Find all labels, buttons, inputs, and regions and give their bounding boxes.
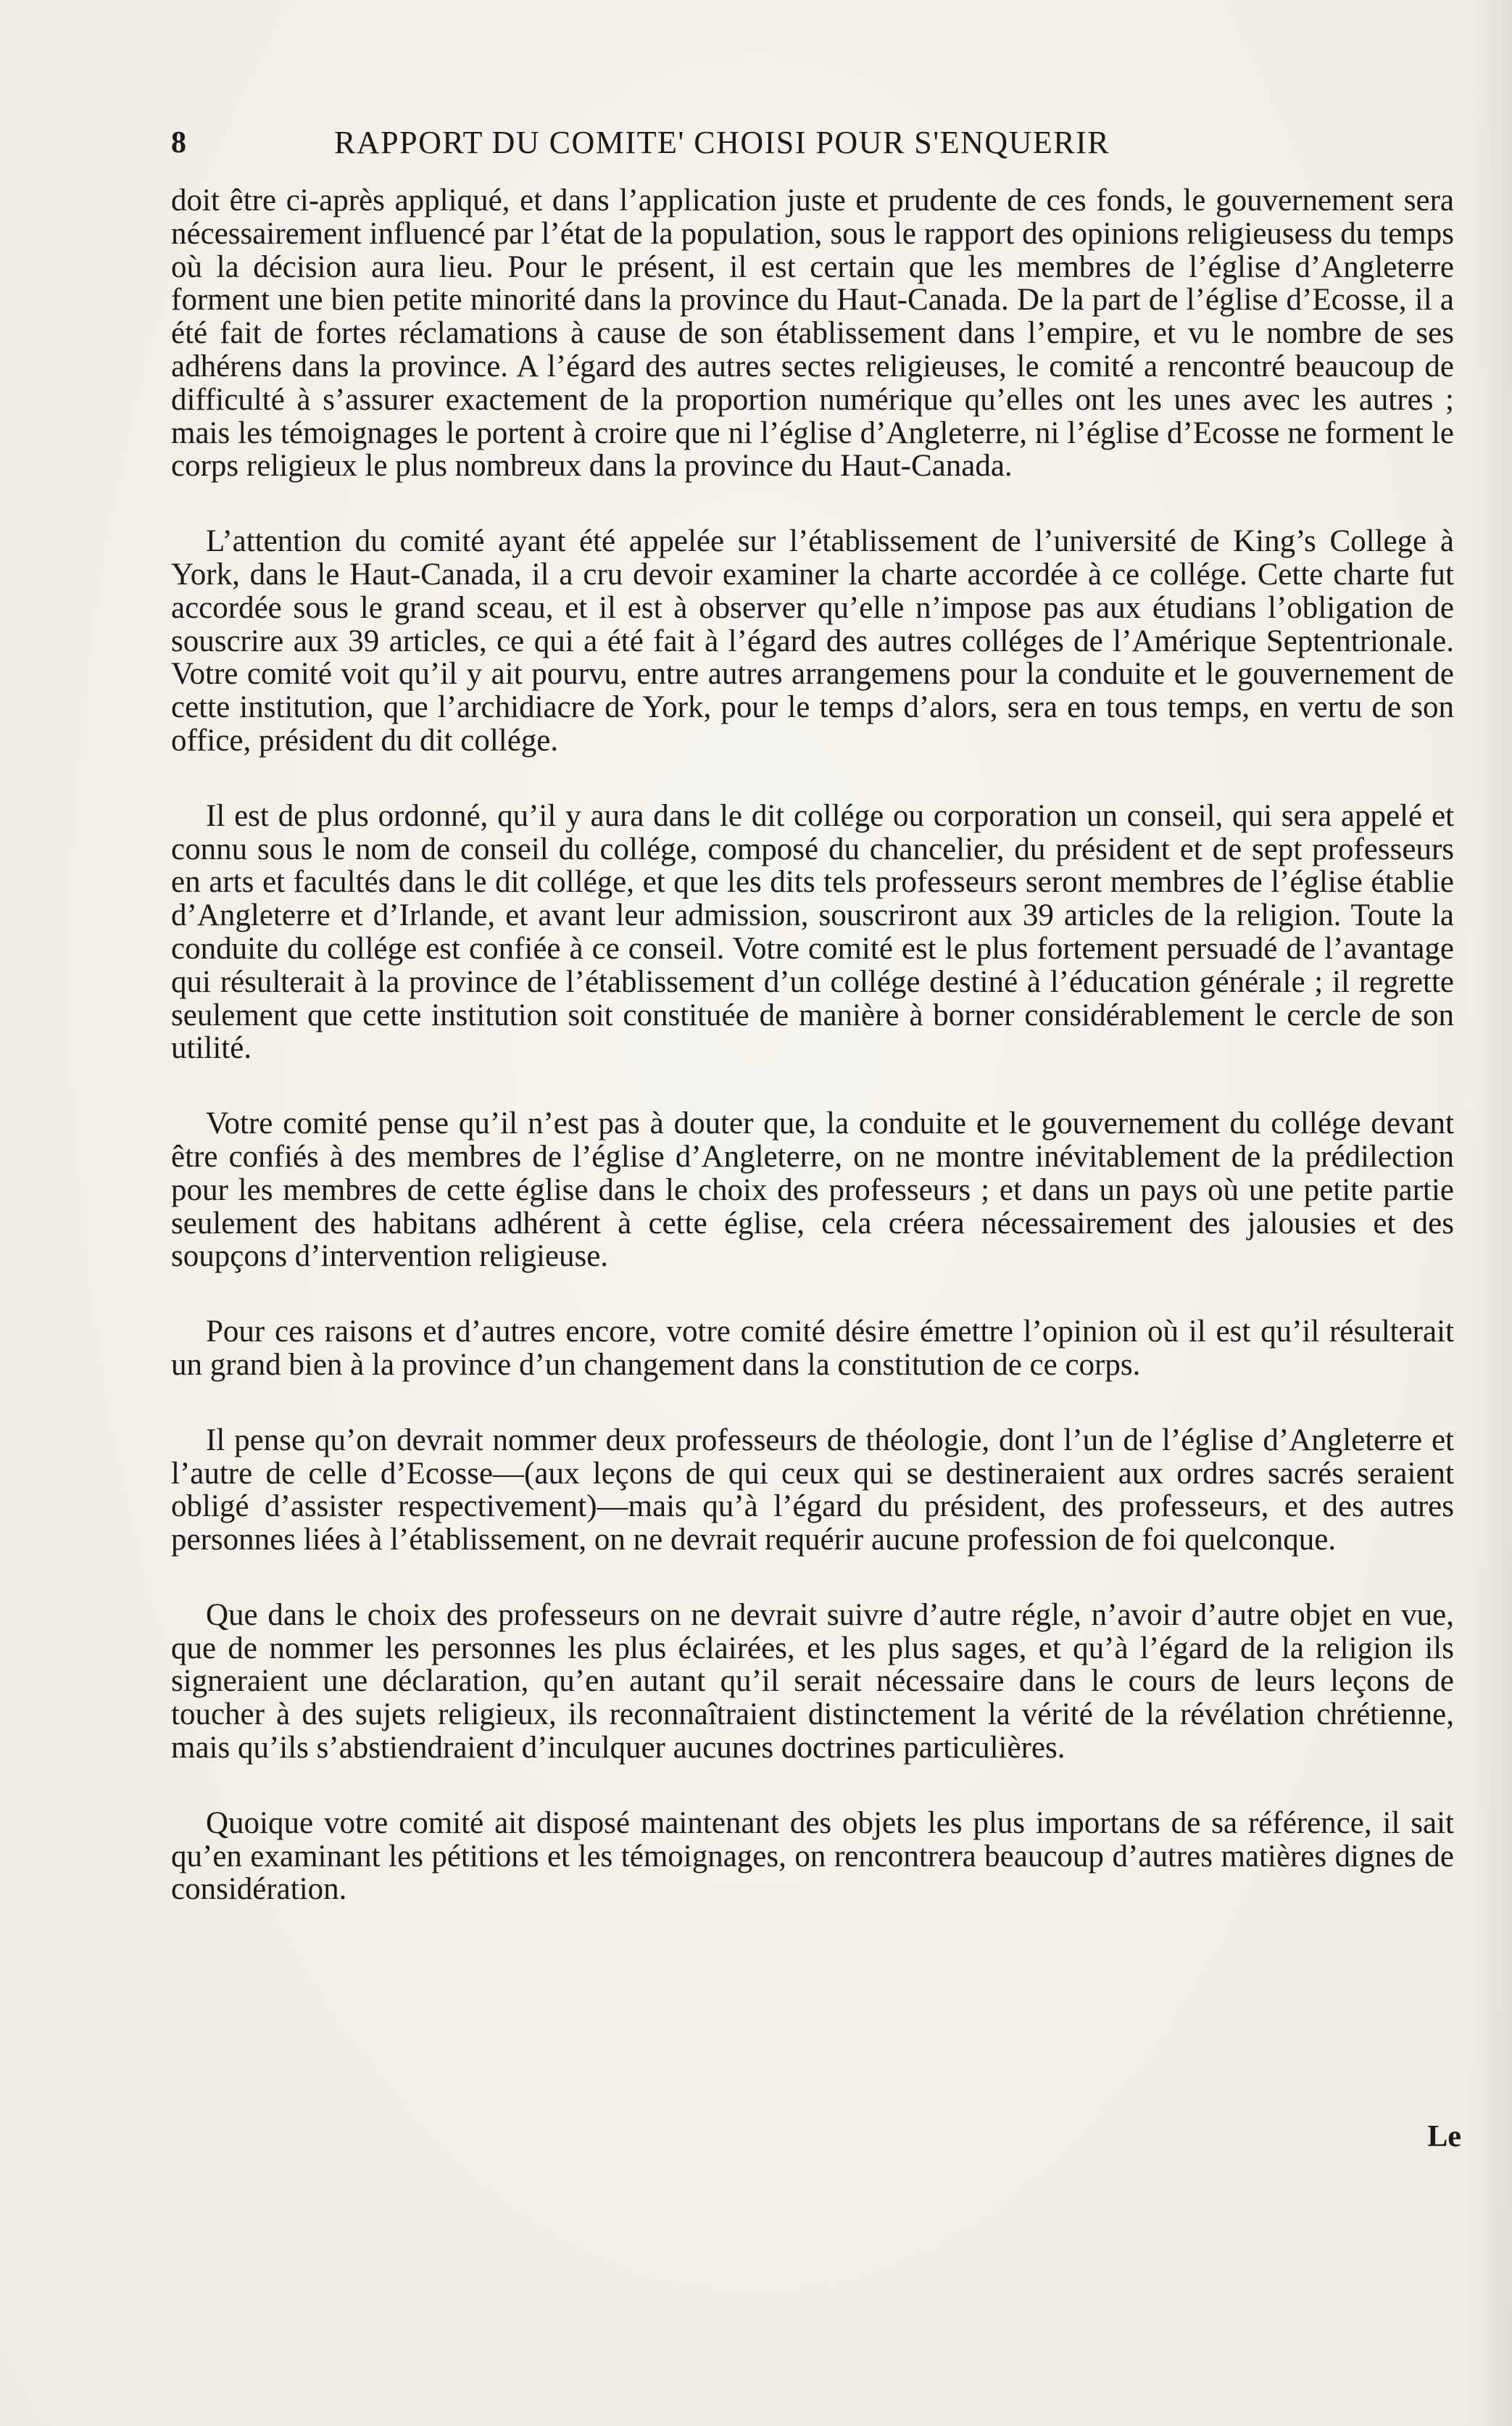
paragraph-6: Il pense qu’on devrait nommer deux professeurs de théologie, dont l’un de l’église d’Angleterre et l’autre de celle d’Ecosse—(aux leçons de qui ceux qui se destineraient aux ordres sacrés seraient obligé d’assister respectivement)—mais qu’à l’égard du président, des professeurs, et des autres personnes liées à l’établissement, on ne devrait requérir aucune profession de foi quelconque. — [171, 1423, 1454, 1557]
page-number: 8 — [171, 126, 186, 160]
paragraph-7: Que dans le choix des professeurs on ne devrait suivre d’autre régle, n’avoir d’autre objet en vue, que de nommer les personnes les plus éclairées, et les plus sages, et qu’à l’égard de la religion ils signeraient une déclaration, qu’en autant qu’il serait nécessaire dans le cours de leurs leçons de toucher à des sujets religieux, ils reconnaîtraient distinctement la vérité de la révélation chrétienne, mais qu’ils s’abstiendraient d’inculquer aucunes doctrines particulières. — [171, 1597, 1454, 1765]
paragraph-8: Quoique votre comité ait disposé maintenant des objets les plus importans de sa référence, il sait qu’en examinant les pétitions et les témoignages, on rencontrera beaucoup d’autres matières dignes de considération. — [171, 1805, 1454, 1907]
paragraph-2: L’attention du comité ayant été appelée sur l’établissement de l’université de King’s College à York, dans le Haut-Canada, il a cru devoir examiner la charte accordée à ce collége. Cette charte fut accordée sous le grand sceau, et il est à observer qu’elle n’impose pas aux étudians l’obligation de souscrire aux 39 articles, ce qui a été fait à l’égard des autres colléges de l’Amérique Septentrionale. Votre comité voit qu’il y ait pourvu, entre autres arrangemens pour la conduite et le gouvernement de cette institution, que l’archidiacre de York, pour le temps d’alors, sera en tous temps, en vertu de son office, président du dit collége. — [171, 524, 1454, 758]
paragraph-5: Pour ces raisons et d’autres encore, votre comité désire émettre l’opinion où il est qu’il résulterait un grand bien à la province d’un changement dans la constitution de ce corps. — [171, 1315, 1454, 1382]
page-edge-shadow — [1469, 0, 1512, 2426]
catchword: Le — [1427, 2120, 1461, 2153]
page-header — [171, 117, 1461, 168]
paragraph-3: Il est de plus ordonné, qu’il y aura dans le dit collége ou corporation un conseil, qui sera appelé et connu sous le nom de conseil du collége, composé du chancelier, du président et de sept professeurs en arts et facultés dans le dit collége, et que les dits tels professeurs seront membres de l’église établie d’Angleterre et d’Irlande, et avant leur admission, souscriront aux 39 articles de la religion. Toute la conduite du collége est confiée à ce conseil. Votre comité est le plus fortement persuadé de l’avantage qui résulterait à la province de l’établissement d’un collége destiné à l’éducation générale ; il regrette seulement que cette institution soit constituée de manière à borner considérablement le cercle de son utilité. — [171, 798, 1454, 1066]
body-text — [171, 184, 1454, 1948]
paragraph-1: doit être ci-après appliqué, et dans l’application juste et prudente de ces fonds, le gouvernement sera nécessairement influencé par l’état de la population, sous le rapport des opinions religieusess du temps où la décision aura lieu. Pour le présent, il est certain que les membres de l’église d’Angleterre forment une bien petite minorité dans la province du Haut-Canada. De la part de l’église d’Ecosse, il a été fait de fortes réclamations à cause de son établissement dans l’empire, et vu le nombre de ses adhérens dans la province. A l’égard des autres sectes religieuses, le comité a rencontré beaucoup de difficulté à s’assurer exactement de la proportion numérique qu’elles ont les unes avec les autres ; mais les témoignages le portent à croire que ni l’église d’Angleterre, ni l’église d’Ecosse ne forment le corps religieux le plus nombreux dans la province du Haut-Canada. — [171, 183, 1454, 484]
paragraph-4: Votre comité pense qu’il n’est pas à douter que, la conduite et le gouvernement du collége devant être confiés à des membres de l’église d’Angleterre, on ne montre inévitablement de la prédilection pour les membres de cette église dans le choix des professeurs ; et dans un pays où une petite partie seulement des habitans adhérent à cette église, cela créera nécessairement des jalousies et des soupçons d’intervention religieuse. — [171, 1106, 1454, 1274]
running-head: RAPPORT DU COMITE' CHOISI POUR S'ENQUERIR — [334, 125, 1110, 160]
